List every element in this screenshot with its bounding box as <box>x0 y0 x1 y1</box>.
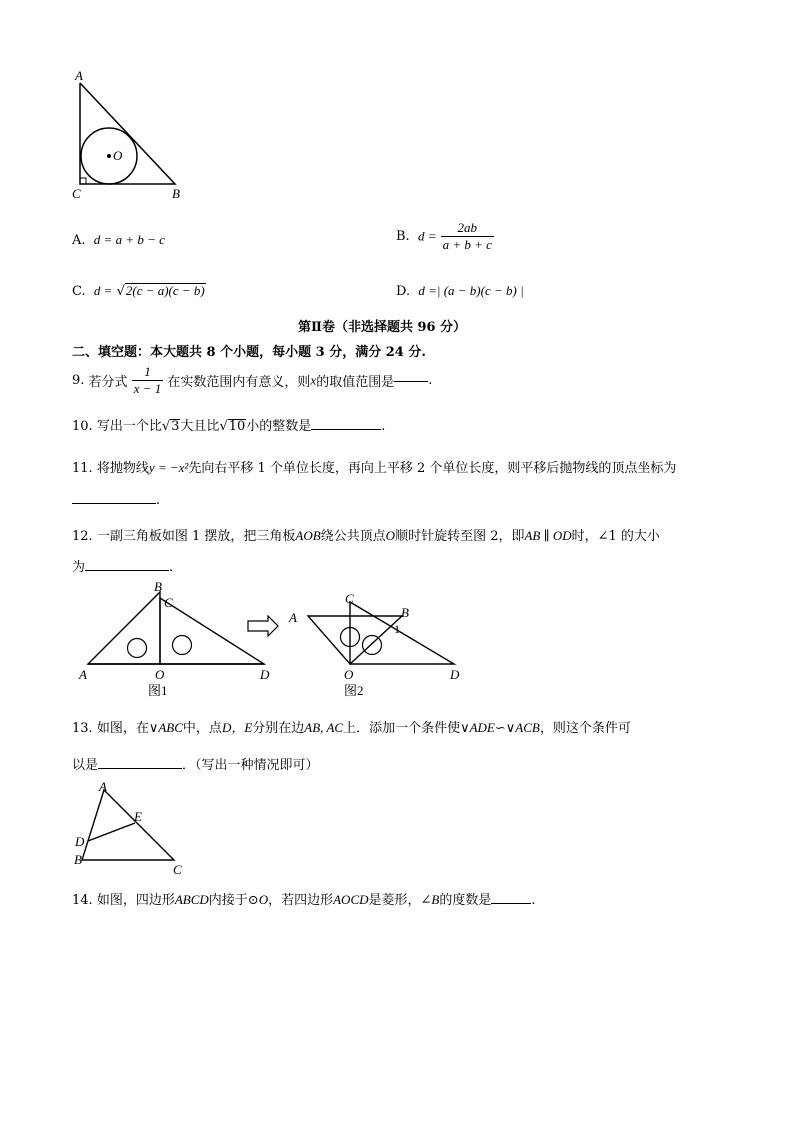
question-11: 11. 将抛物线y = −x²先向右平移 1 个单位长度，再向上平移 2 个单位长度，则平移后抛物线的顶点坐标为 <box>72 460 677 476</box>
incircle-triangle-figure <box>60 66 200 206</box>
svg-text:O: O <box>155 667 165 682</box>
svg-text:E: E <box>134 809 142 824</box>
answer-blank <box>98 767 182 769</box>
radical-sign: √ <box>116 284 125 299</box>
svg-text:C: C <box>345 591 354 606</box>
figure-1-caption: 图1 <box>148 683 168 698</box>
question-9: 9. 若分式 $\frac{1}{x - 1}$ 在实数范围内有意义，则x的取值范围是 . <box>72 364 433 396</box>
svg-text:D: D <box>75 834 85 849</box>
svg-text:C: C <box>164 595 173 610</box>
answer-blank <box>491 902 531 904</box>
svg-text:B: B <box>154 579 162 594</box>
answer-blank <box>394 380 428 382</box>
svg-text:A: A <box>99 779 107 794</box>
arrow-icon <box>248 616 278 636</box>
section-heading: 二、填空题：本大题共 8 个小题，每小题 3 分，满分 24 分. <box>72 345 426 360</box>
svg-text:B: B <box>74 852 82 867</box>
option-d-expr: d =| (a − b)(c − b) | <box>418 283 524 298</box>
hole-right <box>363 636 382 655</box>
question-11-line2: . <box>72 493 160 508</box>
question-14: 14. 如图，四边形ABCD内接于⊙O，若四边形AOCD是菱形，∠B的度数是 . <box>72 892 536 908</box>
option-a: A. d = a + b − c <box>72 232 165 248</box>
segment-de <box>88 823 135 841</box>
svg-text:D: D <box>450 667 460 682</box>
figure-2-caption: 图2 <box>344 683 364 698</box>
set-square-aob <box>88 592 160 664</box>
answer-blank <box>85 569 169 571</box>
label-a: A <box>75 68 83 83</box>
right-angle-mark <box>80 178 86 184</box>
radical-sign: √ <box>219 419 228 434</box>
question-10: 10. 写出一个比√3大且比√10小的整数是 . <box>72 419 386 434</box>
question-13-line2: 以是 ．（写出一种情况即可） <box>72 758 319 773</box>
option-a-expr: d = a + b − c <box>93 232 165 247</box>
answer-blank <box>311 428 381 430</box>
label-b: B <box>172 186 180 201</box>
svg-text:D: D <box>260 667 270 682</box>
label-o: O <box>113 148 123 163</box>
radical-sign: √ <box>161 419 171 434</box>
hole-left <box>128 639 147 658</box>
answer-blank <box>72 502 156 504</box>
figure-1 <box>78 579 270 698</box>
svg-text:1: 1 <box>394 622 400 636</box>
hole-right <box>173 636 192 655</box>
triangle-abc-figure <box>70 778 200 880</box>
label-c: C <box>72 186 81 201</box>
center-point <box>107 154 111 158</box>
question-12-line2: 为 . <box>72 560 174 575</box>
svg-text:A: A <box>289 610 297 625</box>
option-c: C. d = √2(c − a)(c − b) <box>72 283 205 299</box>
svg-text:A: A <box>79 667 87 682</box>
q9-fraction: $\frac{1}{x - 1}$ <box>133 364 162 396</box>
question-12: 12. 一副三角板如图 1 摆放，把三角板AOB绕公共顶点O顺时针旋转至图 2，即AB ∥ OD时，∠1 的大小 <box>72 528 660 544</box>
section-title: 第Ⅱ卷（非选择题共 96 分） <box>298 320 467 335</box>
rotation-figures <box>72 578 472 702</box>
svg-text:O: O <box>344 667 354 682</box>
option-b: B. d = $\frac{2ab}{a + b + c}$ <box>396 220 492 252</box>
option-b-fraction: $\frac{2ab}{a + b + c}$ <box>442 220 492 252</box>
svg-text:B: B <box>401 605 409 620</box>
figure-2 <box>288 591 460 698</box>
option-c-radical: 2(c − a)(c − b) <box>125 283 205 298</box>
rotated-set-square <box>308 616 402 664</box>
option-d: D. d =| (a − b)(c − b) | <box>396 283 524 299</box>
svg-text:C: C <box>173 862 182 877</box>
triangle-outline <box>80 83 175 184</box>
question-13: 13. 如图，在∨ABC中，点D，E分别在边AB, AC上．添加一个条件使∨ADE∽∨ACB，则这个条件可 <box>72 720 631 736</box>
